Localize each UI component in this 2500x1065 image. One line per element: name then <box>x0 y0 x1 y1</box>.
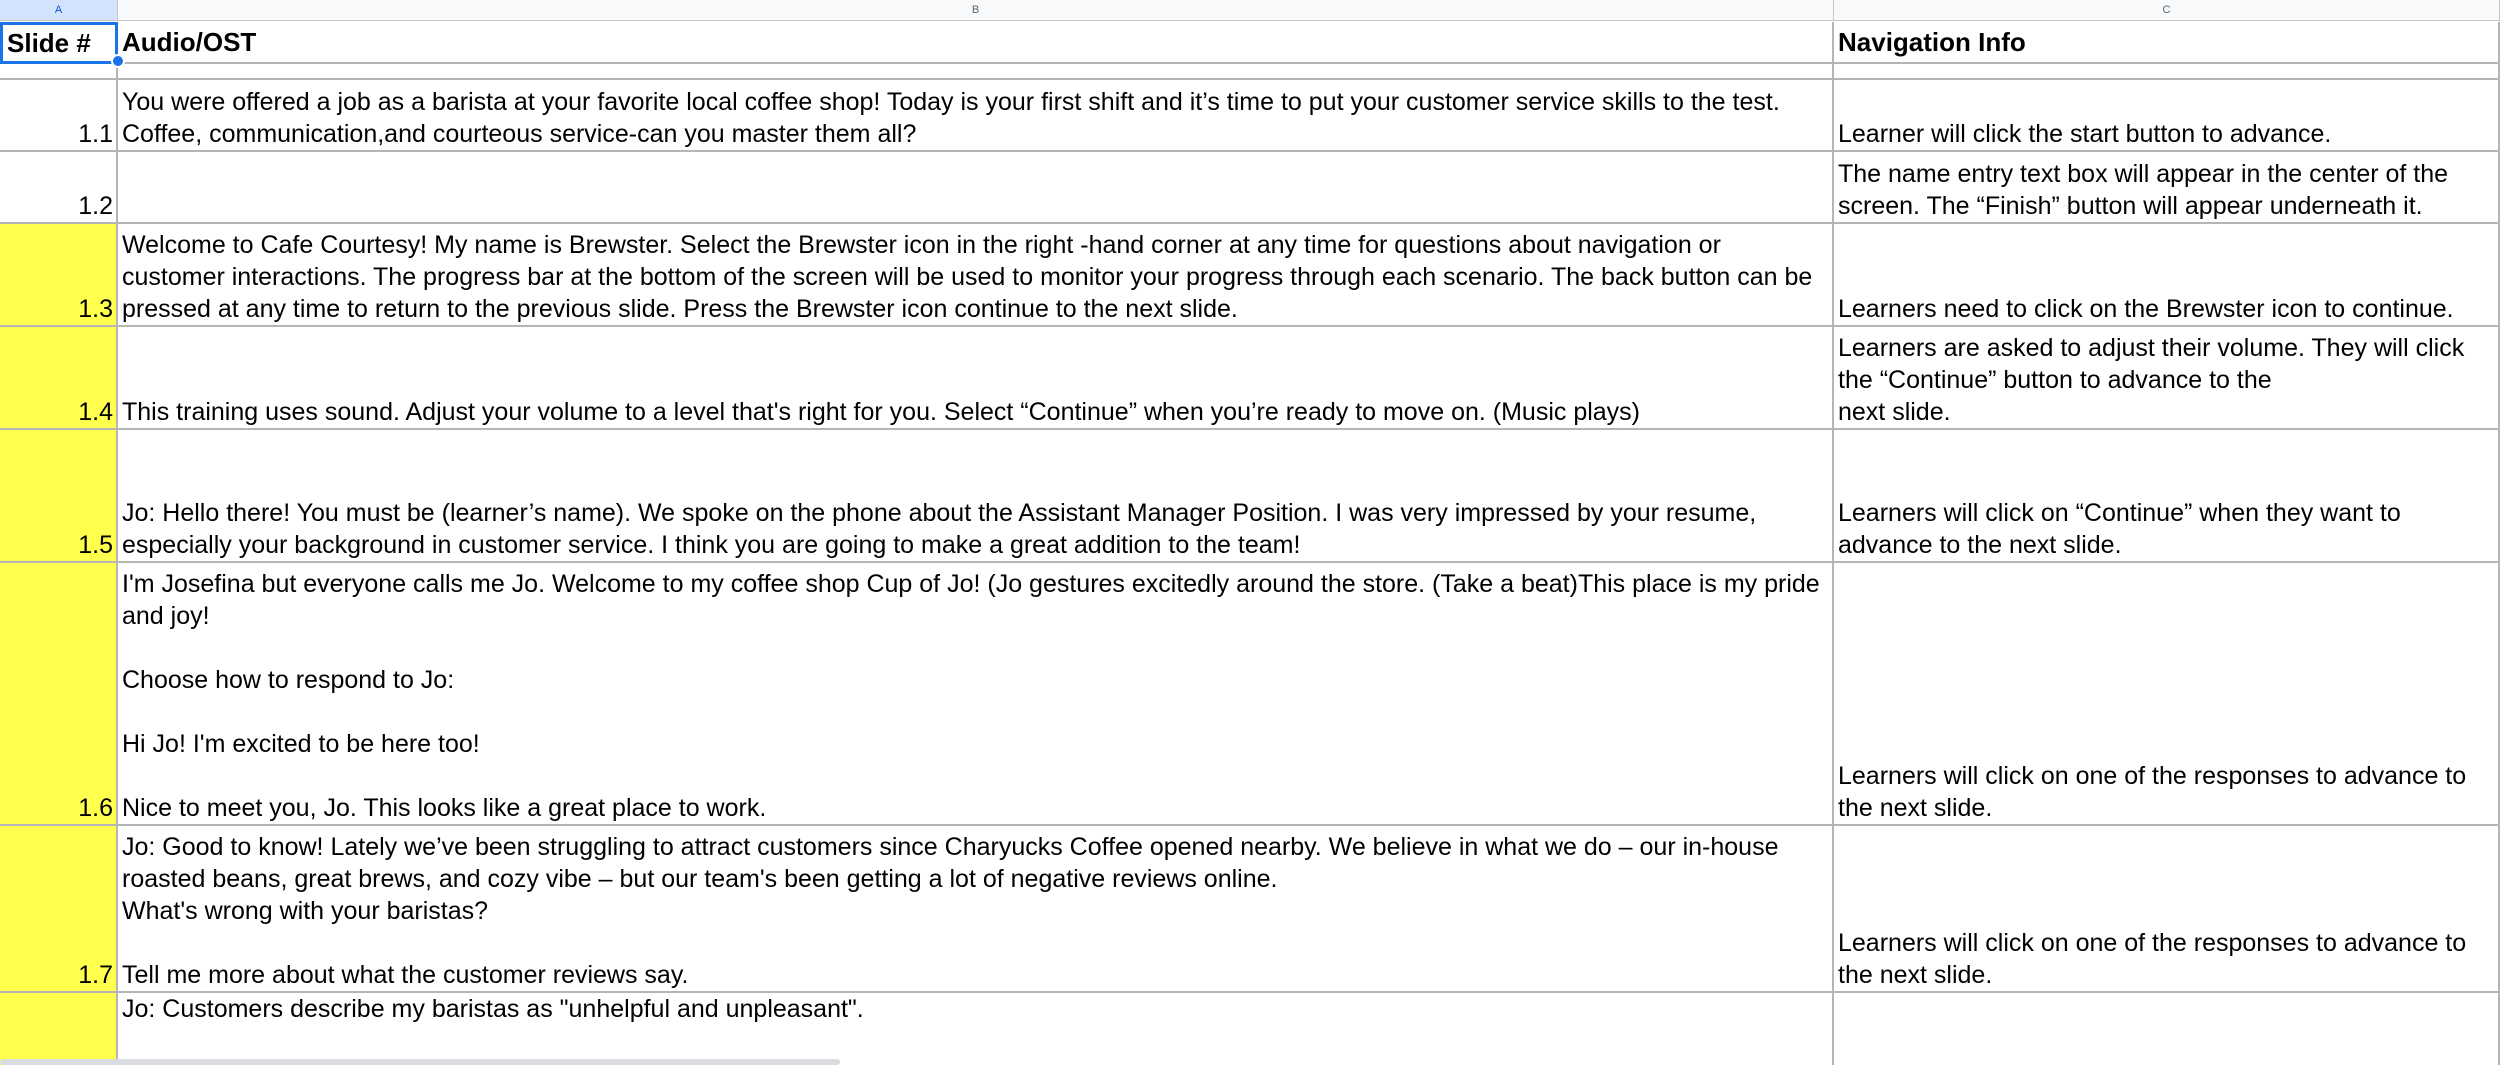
slide-number: 1.5 <box>78 531 113 559</box>
slide-number-cell[interactable] <box>0 327 118 430</box>
audio-cell[interactable] <box>118 80 1834 152</box>
slide-number-cell[interactable] <box>0 80 118 152</box>
audio-text: You were offered a job as a barista at your favorite local coffee shop! Today is your first shift and it’s time to put your customer service skills to the test. Coffee, communication,and courteous service-can you master them all? <box>122 88 1787 148</box>
audio-text: This training uses sound. Adjust your volume to a level that's right for you. Select “Continue” when you’re ready to move on. (Music plays) <box>122 398 1641 426</box>
audio-text: Jo: Good to know! Lately we’ve been struggling to attract customers since Charyucks Coffee opened nearby. We believe in what we do – our in-house roasted beans, great brews, and cozy vibe – but our team's been getting a lot of negative reviews online. What's wrong with your baristas? Tell me more about what the customer reviews say. <box>122 833 1779 989</box>
slide-number-cell[interactable] <box>0 826 118 993</box>
column-header-b[interactable] <box>118 0 1834 21</box>
slide-number-cell[interactable] <box>0 152 118 224</box>
column-letter: B <box>971 4 980 16</box>
header-label: Slide # <box>7 28 91 58</box>
slide-number: 1.2 <box>78 192 113 220</box>
nav-info-cell[interactable] <box>1834 563 2500 826</box>
slide-number: 1.7 <box>78 961 113 989</box>
slide-number: 1.1 <box>78 120 113 148</box>
audio-text: Welcome to Cafe Courtesy! My name is Brewster. Select the Brewster icon in the right -hand corner at any time for questions about navigation or customer interactions. The progress bar at the bottom of the screen will be used to monitor your progress through each scenario. The back button can be pressed at any time to return to the previous slide. Press the Brewster icon continue to the next slide. <box>122 231 1820 323</box>
slide-number: 1.6 <box>78 794 113 822</box>
column-header-c[interactable] <box>1834 0 2500 21</box>
nav-info-text: The name entry text box will appear in the center of the screen. The “Finish” button will appear underneath it. <box>1838 160 2456 220</box>
nav-info-text: Learners will click on “Continue” when they want to advance to the next slide. <box>1838 499 2408 559</box>
audio-cell[interactable] <box>118 224 1834 327</box>
column-header-a[interactable] <box>0 0 118 21</box>
nav-info-cell[interactable] <box>1834 993 2500 1065</box>
spacer-cell[interactable] <box>1834 64 2500 80</box>
slide-number-cell[interactable] <box>0 224 118 327</box>
audio-cell[interactable] <box>118 152 1834 224</box>
nav-info-cell[interactable] <box>1834 826 2500 993</box>
slide-number-cell[interactable] <box>0 430 118 563</box>
nav-info-text: Learners need to click on the Brewster icon to continue. <box>1838 295 2454 323</box>
audio-cell[interactable] <box>118 826 1834 993</box>
nav-info-text: Learners are asked to adjust their volume. They will click the “Continue” button to advance to the next slide. <box>1838 334 2465 426</box>
audio-cell[interactable] <box>118 563 1834 826</box>
nav-info-text: Learners will click on one of the responses to advance to the next slide. <box>1838 929 2474 989</box>
audio-cell[interactable] <box>118 430 1834 563</box>
nav-info-cell[interactable] <box>1834 430 2500 563</box>
header-cell-nav[interactable] <box>1834 22 2500 64</box>
audio-cell[interactable] <box>118 327 1834 430</box>
slide-number: 1.4 <box>78 398 113 426</box>
audio-text: Jo: Hello there! You must be (learner’s name). We spoke on the phone about the Assistant Manager Position. I was very impressed by your resume, especially your background in customer service. I think you are going to make a great addition to the team! <box>122 499 1764 559</box>
nav-info-text: Learners will click on one of the responses to advance to the next slide. <box>1838 762 2474 822</box>
horizontal-scrollbar[interactable] <box>0 1059 840 1065</box>
nav-info-cell[interactable] <box>1834 80 2500 152</box>
header-cell-slide[interactable] <box>0 22 118 64</box>
spacer-cell[interactable] <box>118 64 1834 80</box>
spacer-cell[interactable] <box>0 64 118 80</box>
audio-text: Jo: Customers describe my baristas as "unhelpful and unpleasant". <box>122 995 864 1023</box>
selection-fill-handle[interactable] <box>111 54 125 68</box>
slide-number-cell[interactable] <box>0 993 118 1065</box>
nav-info-text: Learner will click the start button to advance. <box>1838 120 2332 148</box>
header-label: Audio/OST <box>122 27 257 57</box>
slide-number: 1.3 <box>78 295 113 323</box>
header-label: Navigation Info <box>1838 27 2026 57</box>
nav-info-cell[interactable] <box>1834 327 2500 430</box>
slide-number-cell[interactable] <box>0 563 118 826</box>
audio-text: I'm Josefina but everyone calls me Jo. Welcome to my coffee shop Cup of Jo! (Jo gestures excitedly around the store. (Take a beat)This place is my pride and joy! Choose how to respond to Jo: Hi Jo! I'm excited to be here too! Nice to meet you, Jo. This looks like a great place to work. <box>122 570 1820 822</box>
column-letter: C <box>2162 4 2171 16</box>
column-letter: A <box>54 4 63 16</box>
nav-info-cell[interactable] <box>1834 152 2500 224</box>
header-cell-audio[interactable] <box>118 22 1834 64</box>
audio-cell[interactable] <box>118 993 1834 1065</box>
nav-info-cell[interactable] <box>1834 224 2500 327</box>
